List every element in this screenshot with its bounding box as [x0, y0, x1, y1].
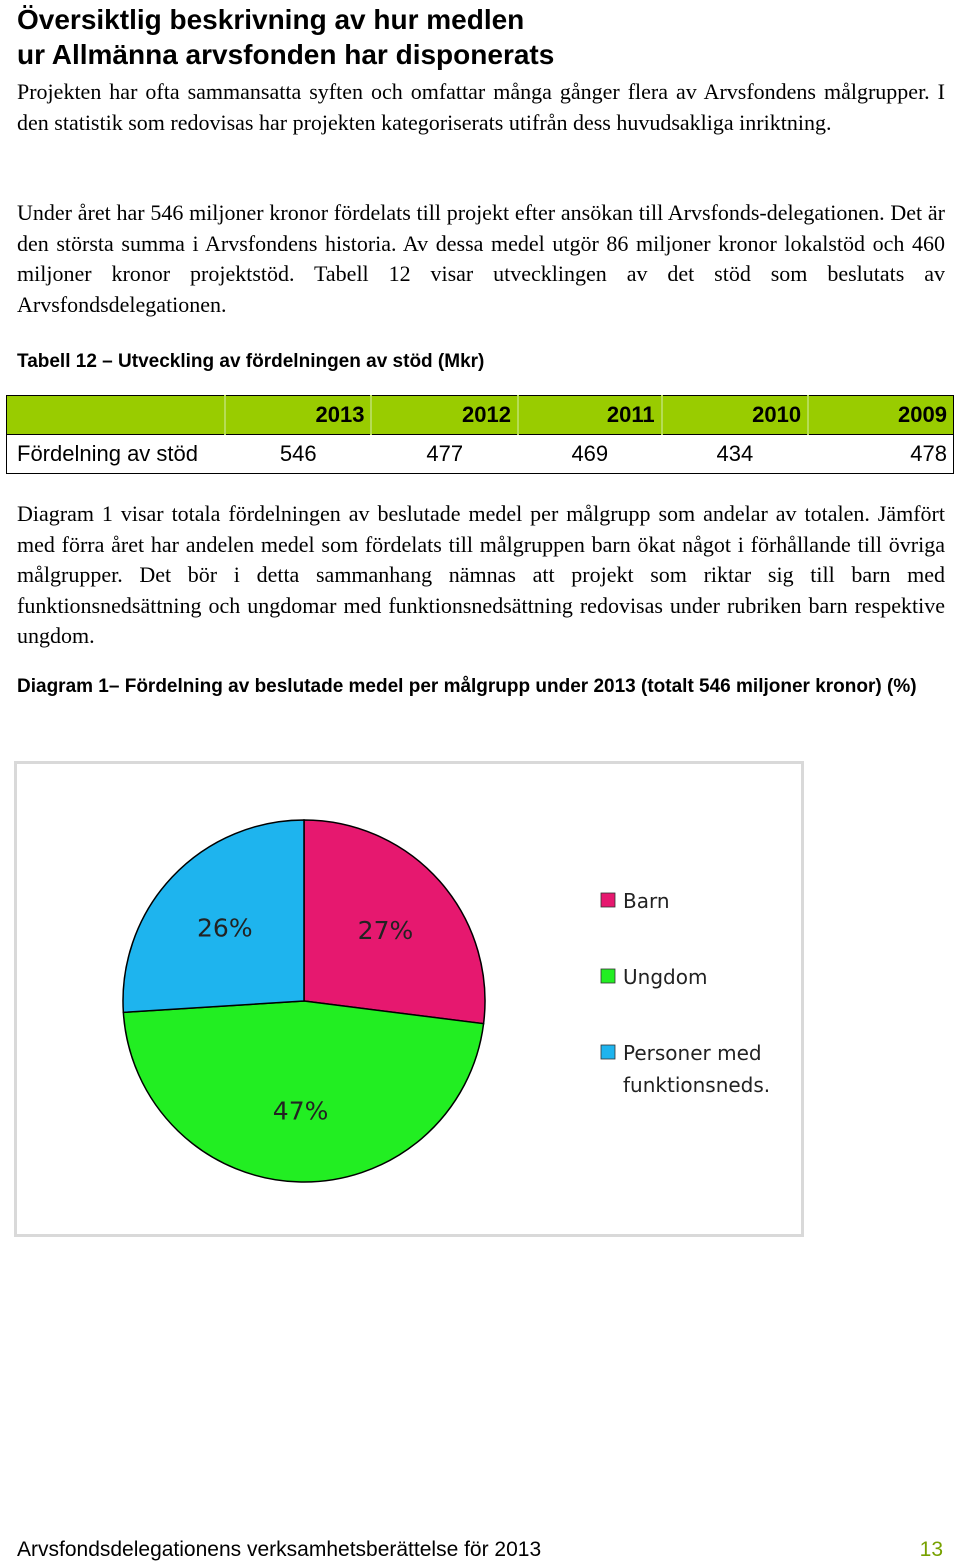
- table-header-cell: 2011: [518, 396, 662, 435]
- paragraph-diagram-intro: Diagram 1 visar totala fördelningen av beslutade medel per målgrupp som andelar av totalen. Jämfört med förra året har andelen medel som fördelats till målgruppen barn ökat något i förhållande till övriga målgrupper. Det bör i detta sammanhang nämnas att projekt som riktar sig till barn med funktionsnedsättning och ungdomar med funktionsnedsättning redovisas under rubriken barn respektive ungdom.: [17, 501, 945, 648]
- paragraph-intro: Projekten har ofta sammansatta syften och omfattar många gånger flera av Arvsfondens målgrupper. I den statistik som redovisas har projekten kategoriserats utifrån dess huvudsakliga inriktning.: [17, 79, 945, 135]
- pie-chart-frame: [14, 761, 804, 1237]
- table-caption: Tabell 12 – Utveckling av fördelningen av stöd (Mkr): [17, 351, 485, 372]
- table-header-cell: [7, 396, 226, 435]
- legend-swatch: [601, 893, 615, 907]
- table-header-row: [7, 396, 954, 435]
- diagram-caption: Diagram 1– Fördelning av beslutade medel per målgrupp under 2013 (totalt 546 miljoner kronor) (%): [17, 676, 917, 697]
- funding-table: [6, 395, 954, 474]
- page-heading: [17, 2, 937, 72]
- legend-swatch: [601, 969, 615, 983]
- legend-label: Ungdom: [623, 965, 708, 989]
- heading-line-2: ur Allmänna arvsfonden har disponerats: [17, 39, 555, 70]
- table-header-cell: 2010: [662, 396, 808, 435]
- pie-data-label: 47%: [272, 1096, 329, 1126]
- legend-label: Personer med: [623, 1041, 762, 1065]
- table-cell: 478: [808, 435, 953, 474]
- table-cell: 469: [518, 435, 662, 474]
- footer-title: Arvsfondsdelegationens verksamhetsberättelse för 2013: [17, 1538, 542, 1561]
- legend-label: Barn: [623, 889, 670, 913]
- pie-slice-ungdom: [123, 1001, 483, 1182]
- table-header-cell: 2013: [225, 396, 371, 435]
- pie-data-label: 27%: [357, 916, 414, 946]
- paragraph-funding: Under året har 546 miljoner kronor fördelats till projekt efter ansökan till Arvsfonds-delegationen. Det är den största summa i Arvsfondens historia. Av dessa medel utgör 86 miljoner kronor lokalstöd och 460 miljoner kronor projektstöd. Tabell 12 visar utvecklingen av det stöd som beslutats av Arvsfondsdelegationen.: [17, 200, 945, 317]
- legend-swatch: [601, 1045, 615, 1059]
- legend-label: funktionsneds.: [623, 1073, 771, 1097]
- heading-line-1: Översiktlig beskrivning av hur medlen: [17, 4, 525, 35]
- table-cell: 546: [225, 435, 371, 474]
- table-cell: 477: [371, 435, 517, 474]
- table-row-label: Fördelning av stöd: [7, 435, 226, 474]
- pie-data-label: 26%: [197, 913, 253, 943]
- pie-chart: [17, 764, 801, 1234]
- table-cell: 434: [662, 435, 808, 474]
- table-header-cell: 2012: [371, 396, 517, 435]
- page-number: 13: [919, 1538, 943, 1561]
- table-header-cell: 2009: [808, 396, 953, 435]
- table-row: [7, 435, 954, 474]
